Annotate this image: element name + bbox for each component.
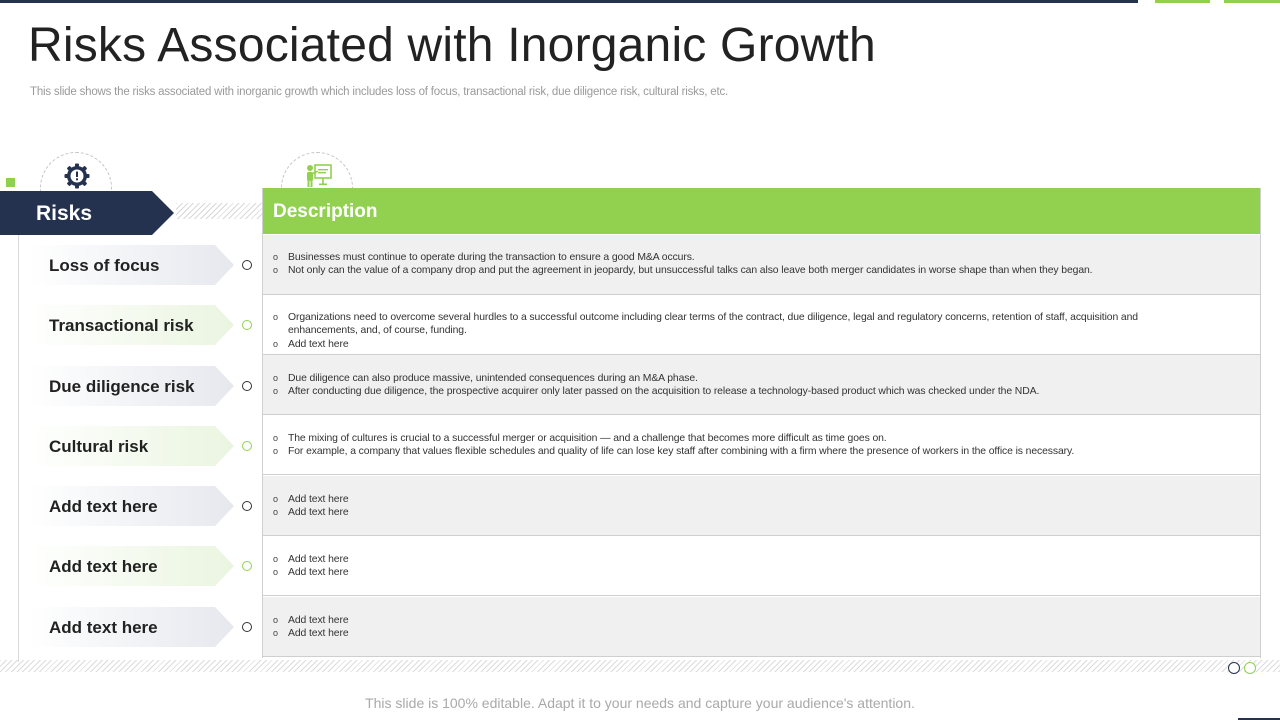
bullet-marker: o <box>273 373 278 383</box>
bullet-marker: o <box>273 494 278 504</box>
description-bullet: Not only can the value of a company drop and put the agreement in jeopardy, but unsuccessful talks can also leave both merger candidates in worse shape than when they began. <box>288 265 1093 277</box>
description-bullet: Businesses must continue to operate during the transaction to ensure a good M&A occurs. <box>288 252 695 263</box>
bullet-marker: o <box>273 312 278 322</box>
risk-label: Add text here <box>49 618 158 637</box>
description-bullet: Organizations need to overcome several hurdles to a successful outcome including clear terms of the contract, due diligence, legal and regulatory concerns, retention of staff, acquisition and enhancements, and, of course, funding. <box>288 312 1138 337</box>
description-heading: Description <box>273 201 378 222</box>
risk-label: Loss of focus <box>49 256 160 275</box>
description-bullet: After conducting due diligence, the prospective acquirer only later passed on the acquisition to release a technology-based product which was checked under the NDA. <box>288 386 1040 398</box>
bottom-hatch-strip <box>0 660 1280 672</box>
row-marker-dot <box>242 260 252 270</box>
risk-label: Add text here <box>49 497 158 516</box>
top-accent-bar <box>1224 0 1280 3</box>
left-divider <box>18 232 19 662</box>
risk-item <box>30 546 235 586</box>
risk-item <box>30 486 235 526</box>
end-marker-circle <box>1228 662 1240 674</box>
description-bullet: Add text here <box>288 507 349 519</box>
risk-label: Add text here <box>49 557 158 576</box>
risks-column-header <box>0 191 175 235</box>
bullet-marker: o <box>273 507 278 518</box>
hatch-strip <box>176 203 262 219</box>
risk-label: Cultural risk <box>49 437 149 456</box>
description-bullet: Add text here <box>288 628 349 640</box>
description-bullet: Due diligence can also produce massive, unintended consequences during an M&A phase. <box>288 373 698 384</box>
risk-item <box>30 366 235 406</box>
description-bullet: Add text here <box>288 494 349 505</box>
row-marker-dot <box>242 381 252 391</box>
risk-item <box>30 305 235 345</box>
risk-label: Due diligence risk <box>49 377 195 396</box>
bullet-marker: o <box>273 338 278 349</box>
bullet-marker: o <box>273 265 278 276</box>
bullet-marker: o <box>273 615 278 625</box>
accent-square <box>6 178 15 187</box>
risk-item <box>30 245 235 285</box>
page-title: Risks Associated with Inorganic Growth <box>28 19 876 72</box>
bullet-marker: o <box>273 386 278 397</box>
risks-heading: Risks <box>36 202 93 225</box>
row-marker-dot <box>242 441 252 451</box>
top-accent-bar <box>1155 0 1210 3</box>
bullet-marker: o <box>273 446 278 457</box>
description-bullet: Add text here <box>288 554 349 565</box>
row-marker-dot <box>242 320 252 330</box>
top-rule <box>0 0 1138 3</box>
bullet-marker: o <box>273 554 278 564</box>
bullet-marker: o <box>273 433 278 443</box>
bullet-marker: o <box>273 628 278 639</box>
risk-item <box>30 607 235 647</box>
page-subtitle: This slide shows the risks associated with inorganic growth which includes loss of focus, transactional risk, due diligence risk, cultural risks, etc. <box>30 86 729 98</box>
bullet-marker: o <box>273 567 278 578</box>
risk-item <box>30 426 235 466</box>
bullet-marker: o <box>273 252 278 262</box>
row-marker-dot <box>242 622 252 632</box>
end-marker-circle <box>1244 662 1256 674</box>
description-bullet: Add text here <box>288 567 349 579</box>
presenter-board-icon <box>305 163 333 189</box>
row-marker-dot <box>242 501 252 511</box>
risk-label: Transactional risk <box>49 316 194 335</box>
row-marker-dot <box>242 561 252 571</box>
description-bullet: For example, a company that values flexible schedules and quality of life can lose key staff after combining with a firm where the presence of workers in the office is necessary. <box>288 446 1075 458</box>
description-bullet: The mixing of cultures is crucial to a successful merger or acquisition — and a challenge that becomes more difficult as time goes on. <box>288 433 887 444</box>
description-bullet: Add text here <box>288 615 349 626</box>
description-bullet: Add text here <box>288 338 349 350</box>
footer-note: This slide is 100% editable. Adapt it to your needs and capture your audience's attention. <box>365 695 915 711</box>
exclamation-gear-icon <box>64 163 90 189</box>
table-frame <box>262 188 1261 658</box>
